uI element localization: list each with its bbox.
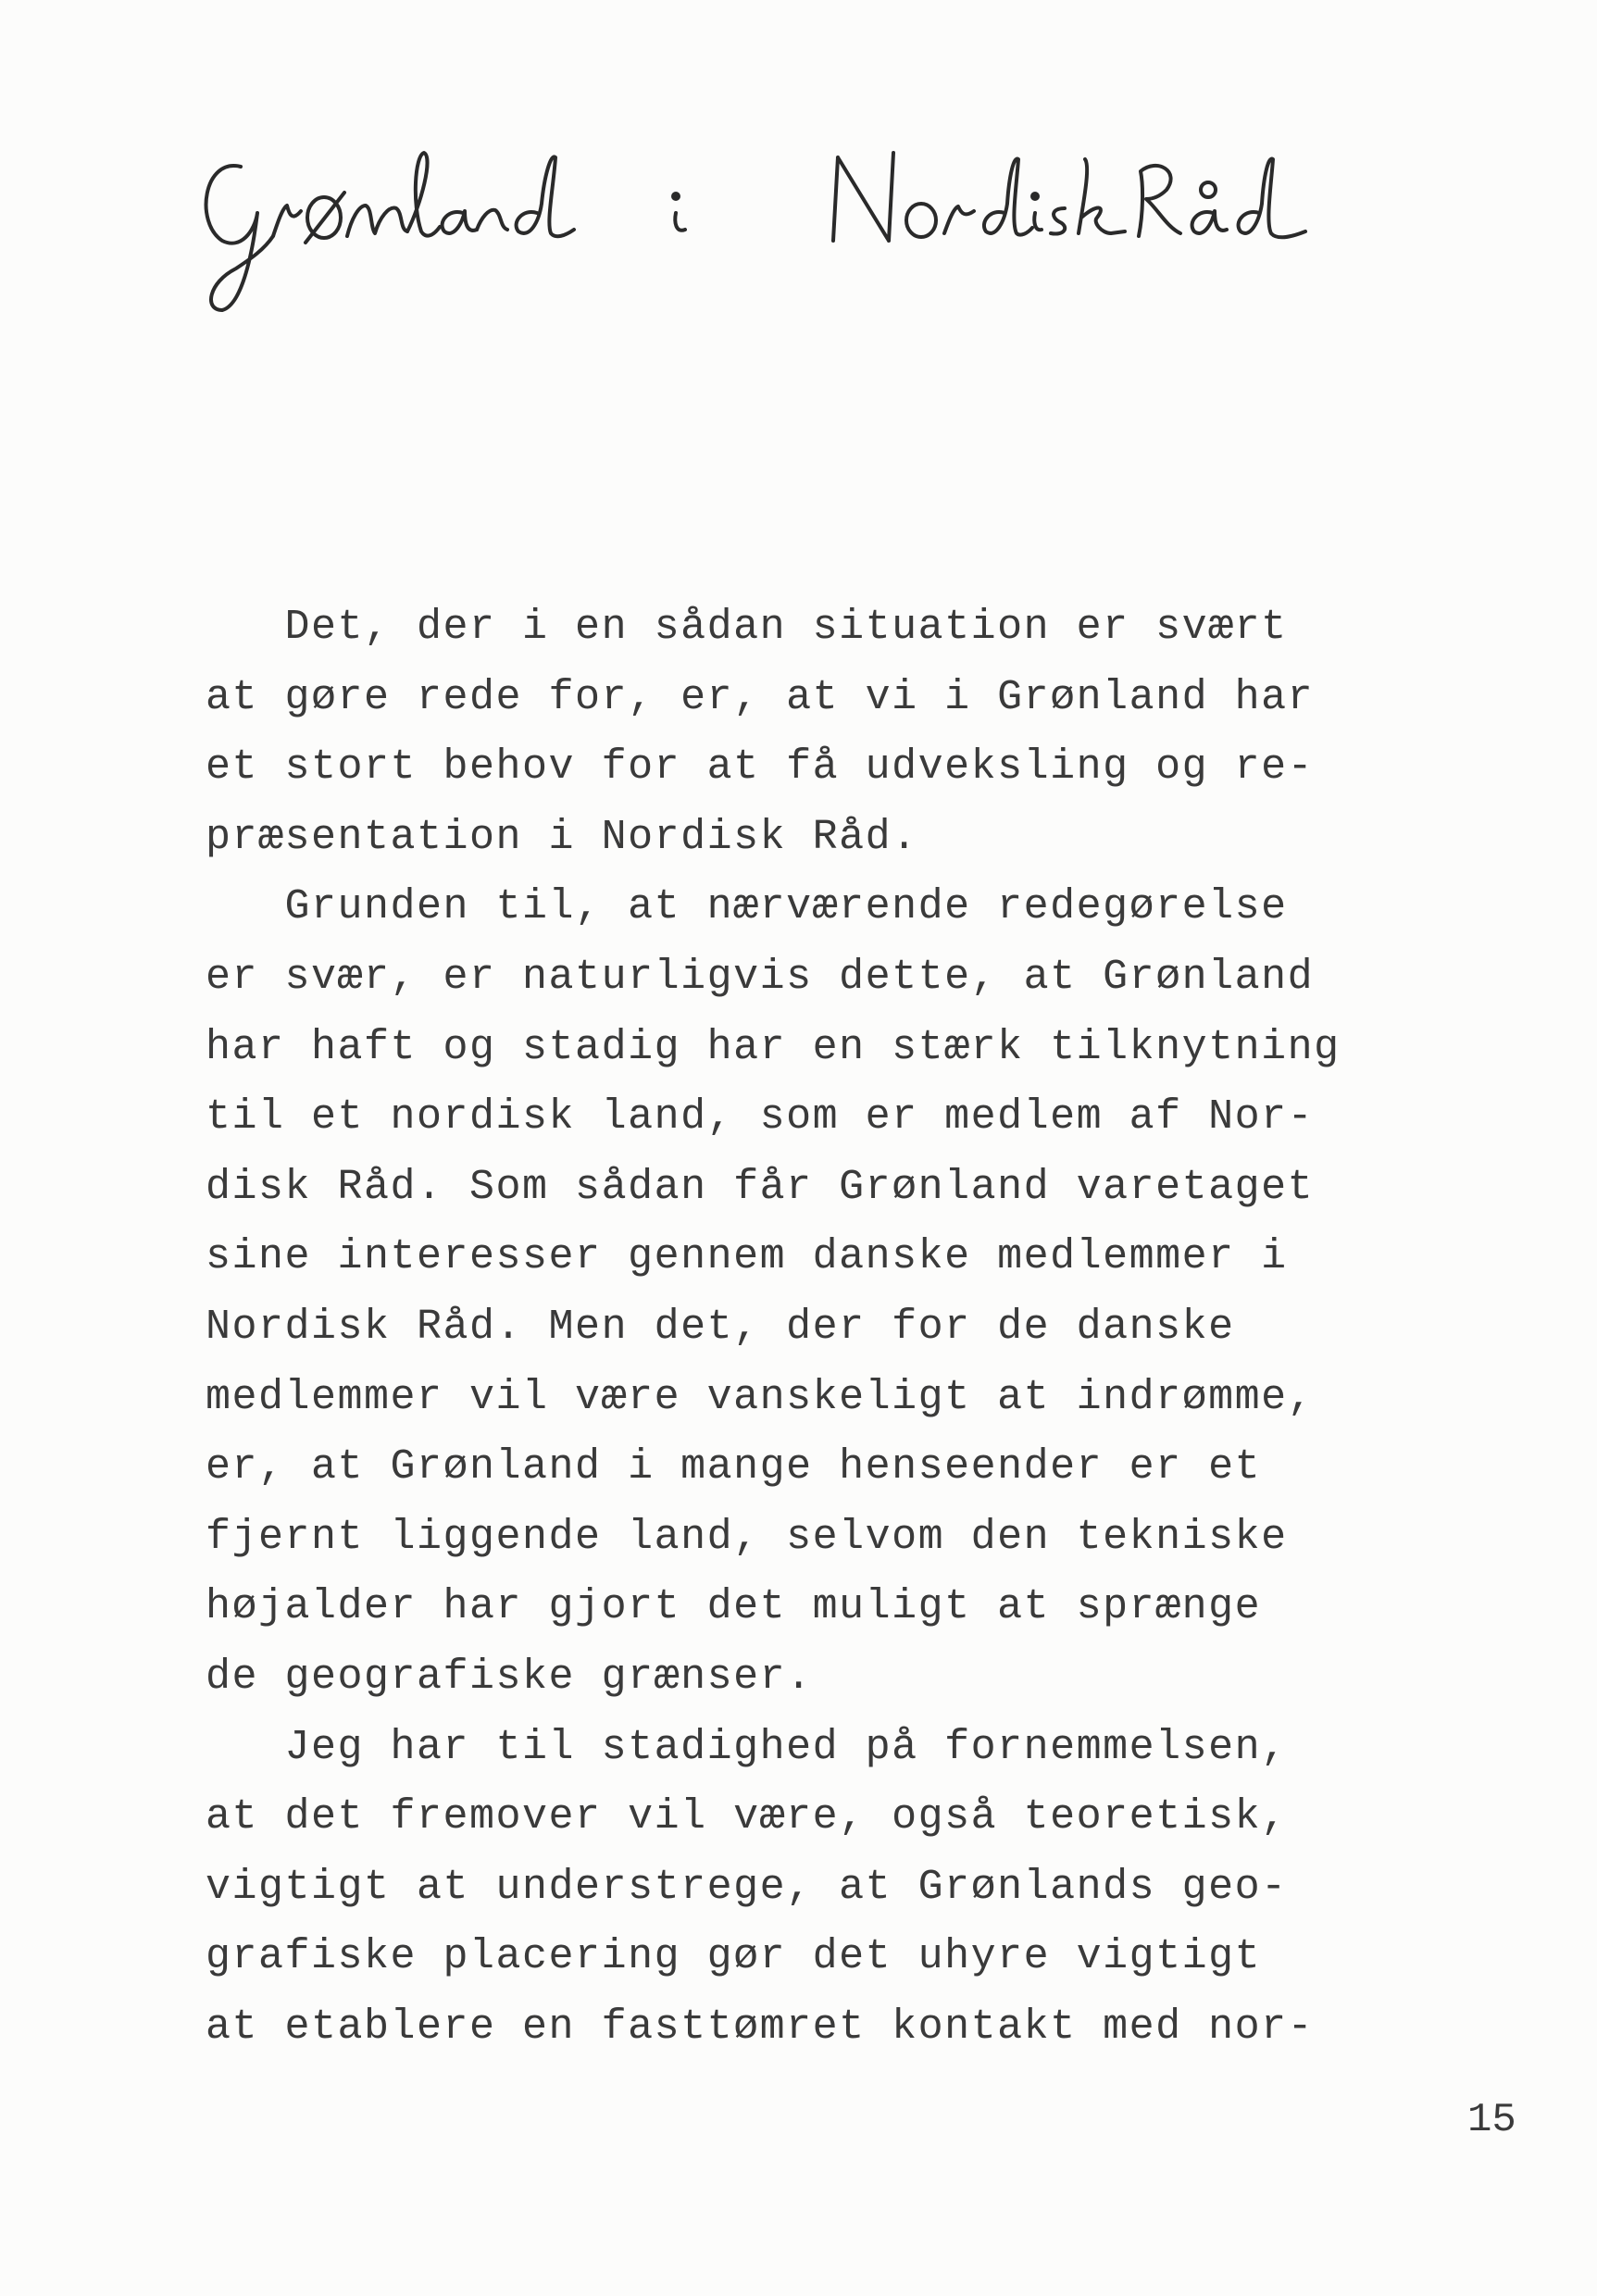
text-line: at gøre rede for, er, at vi i Grønland har: [206, 673, 1315, 721]
text-line: at etablere en fasttømret kontakt med nor-: [206, 2003, 1315, 2051]
text-line: medlemmer vil være vanskeligt at indrømme,: [206, 1373, 1315, 1421]
text-line: er svær, er naturligvis dette, at Grønland: [206, 953, 1315, 1001]
body-text: [206, 593, 1446, 2062]
text-line: sine interesser gennem danske medlemmer i: [206, 1233, 1288, 1281]
text-line: at det fremover vil være, også teoretisk,: [206, 1793, 1288, 1841]
text-line: højalder har gjort det muligt at sprænge: [206, 1583, 1262, 1631]
text-line: de geografiske grænser.: [206, 1653, 813, 1701]
handwritten-title-drawing: [185, 120, 1342, 333]
text-line: Jeg har til stadighed på fornemmelsen,: [206, 1723, 1288, 1771]
text-line: har haft og stadig har en stærk tilknytning: [206, 1023, 1341, 1071]
text-line: et stort behov for at få udveksling og re-: [206, 743, 1315, 792]
text-line: vigtigt at understrege, at Grønlands geo-: [206, 1863, 1288, 1911]
text-line: fjernt liggende land, selvom den tekniske: [206, 1513, 1288, 1561]
handwritten-title: [185, 120, 1342, 333]
text-line: grafiske placering gør det uhyre vigtigt: [206, 1933, 1262, 1981]
text-line: til et nordisk land, som er medlem af Nor-: [206, 1093, 1315, 1142]
text-line: Nordisk Råd. Men det, der for de danske: [206, 1303, 1235, 1351]
text-line: Grunden til, at nærværende redegørelse: [206, 883, 1288, 931]
text-line: disk Råd. Som sådan får Grønland varetaget: [206, 1163, 1315, 1211]
text-line: Det, der i en sådan situation er svært: [206, 604, 1288, 651]
text-line: præsentation i Nordisk Råd.: [206, 813, 918, 861]
page-number: 15: [1467, 2097, 1516, 2143]
text-line: er, at Grønland i mange henseender er et: [206, 1443, 1262, 1491]
